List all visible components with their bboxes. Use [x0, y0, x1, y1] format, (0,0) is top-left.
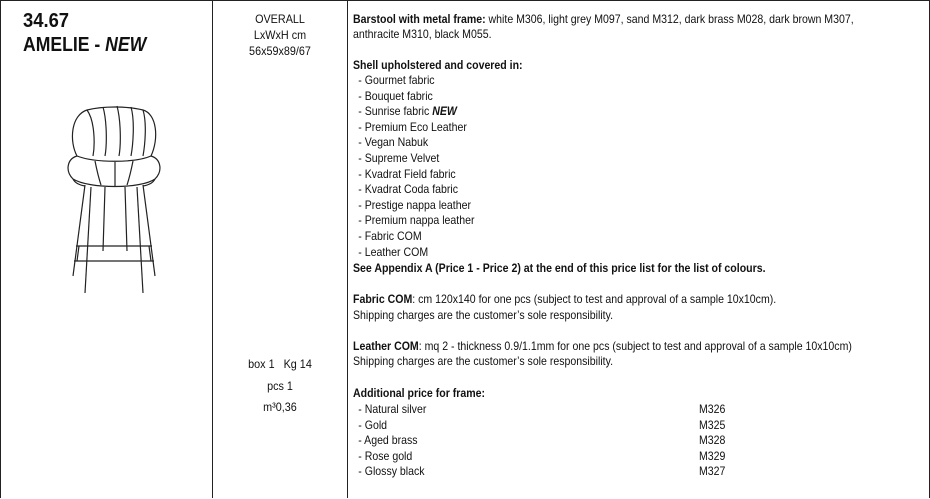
list-item: - Aged brass: [358, 433, 418, 448]
product-code: 34.67: [23, 10, 70, 32]
product-column: [1, 1, 212, 498]
box-weight: Kg 14: [283, 357, 312, 371]
leather-com-text: : mq 2 - thickness 0.9/1.1mm for one pcs (subject to test and approval of a sample 10x10cm): [418, 339, 852, 353]
fabric-com-label: Fabric COM: [353, 292, 413, 306]
frame-code: M325: [699, 417, 726, 432]
upholstery-heading: Shell upholstered and covered in:: [353, 58, 523, 72]
list-item: [353, 104, 475, 120]
list-item: - Premium nappa leather: [358, 213, 475, 228]
list-item: - Vegan Nabuk: [358, 135, 429, 150]
frame-code: M326: [699, 402, 726, 416]
list-item: - Premium Eco Leather: [358, 119, 467, 134]
additional-heading: Additional price for frame:: [353, 386, 486, 400]
list-item-text: - Sunrise fabric: [358, 104, 433, 119]
fabric-com-shipping: Shipping charges are the customer’s sole responsibility.: [353, 308, 614, 322]
frame-colours-line1: [353, 12, 854, 28]
leather-com-line: [353, 339, 852, 355]
dimensions-values: 56x59x89/67: [249, 44, 311, 58]
list-item: - Kvadrat Coda fabric: [358, 182, 459, 197]
list-item: - Bouquet fabric: [358, 88, 433, 103]
list-item: - Glossy black: [358, 464, 425, 479]
volume: m³0,36: [263, 400, 297, 414]
list-item: - Natural silver: [358, 402, 427, 416]
leather-com-label: Leather COM: [353, 339, 419, 353]
dimensions-column: [213, 1, 347, 498]
leather-com-shipping: Shipping charges are the customer’s sole responsibility.: [353, 354, 614, 368]
product-name-text: AMELIE -: [23, 34, 106, 56]
frame-code: M327: [699, 464, 726, 479]
fabric-com-text: : cm 120x140 for one pcs (subject to test and approval of a sample 10x10cm).: [412, 292, 777, 306]
frame-heading: Barstool with metal frame:: [353, 12, 486, 26]
list-item: - Gold: [358, 417, 388, 432]
additional-codes: [699, 402, 725, 480]
list-item: - Rose gold: [358, 448, 413, 463]
box-info: [220, 357, 341, 372]
upholstery-list: [353, 73, 475, 260]
appendix-note: See Appendix A (Price 1 - Price 2) at the end of this price list for the list of colours.: [353, 261, 766, 275]
list-item: - Supreme Velvet: [358, 150, 440, 165]
frame-code: M329: [699, 448, 726, 463]
dimensions-label: OVERALL: [255, 12, 305, 26]
new-badge: NEW: [105, 34, 147, 56]
new-badge: NEW: [432, 104, 457, 119]
list-item: - Fabric COM: [358, 228, 422, 243]
pcs-count: pcs 1: [267, 379, 293, 393]
box-count: box 1: [248, 357, 275, 371]
list-item: - Gourmet fabric: [358, 73, 435, 87]
list-item: - Leather COM: [358, 244, 429, 259]
product-name: [23, 34, 146, 57]
frame-colours-line2: anthracite M310, black M055.: [353, 27, 492, 41]
dimensions-unit: LxWxH cm: [253, 28, 307, 42]
list-item: - Kvadrat Field fabric: [358, 166, 456, 181]
barstool-illustration: [55, 101, 175, 301]
list-item: - Prestige nappa leather: [358, 197, 472, 212]
description-column: [348, 1, 929, 498]
fabric-com-line: [353, 292, 776, 308]
frame-code: M328: [699, 433, 726, 448]
frame-colours-text: white M306, light grey M097, sand M312, dark brass M028, dark brown M307,: [485, 12, 854, 26]
additional-list: [353, 402, 426, 480]
